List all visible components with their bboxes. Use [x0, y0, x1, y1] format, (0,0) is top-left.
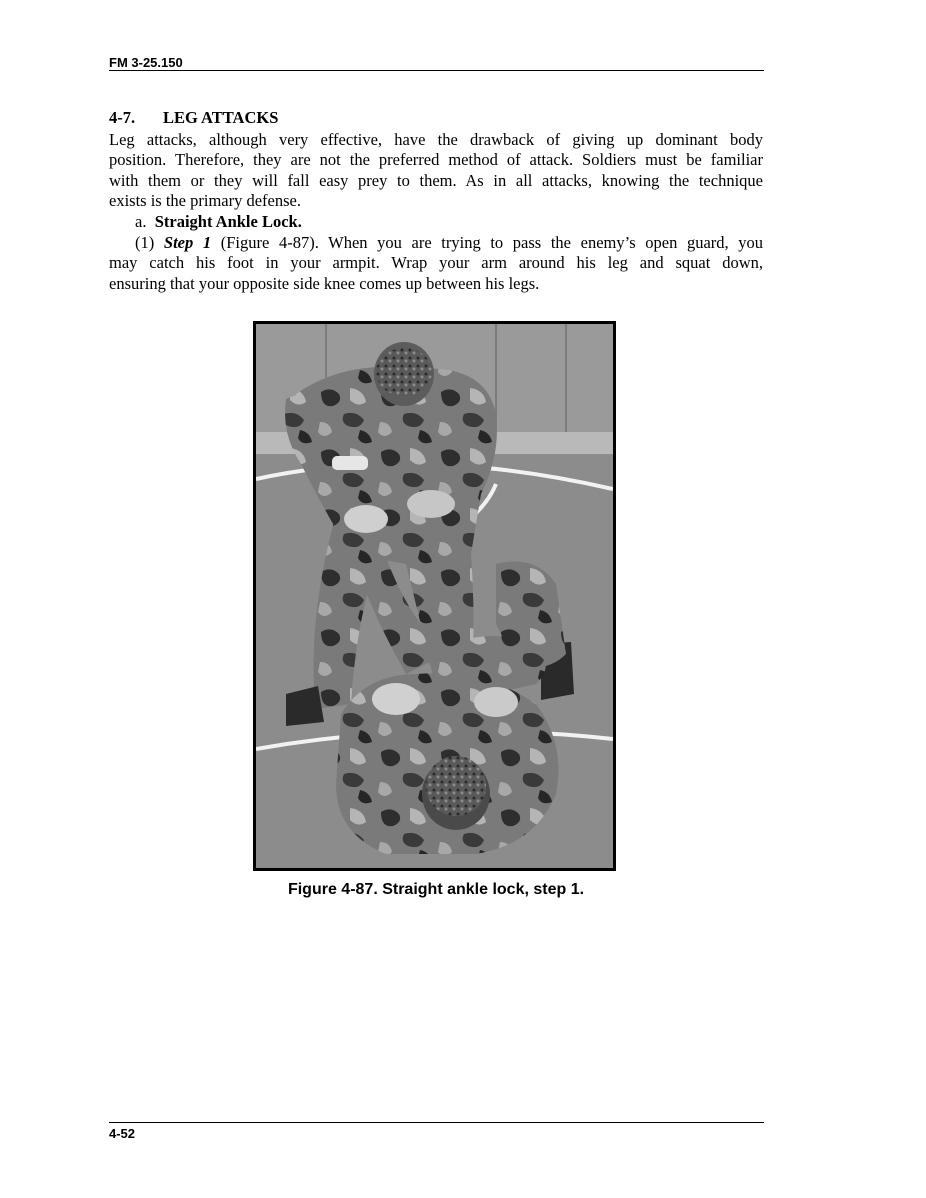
section-title: LEG ATTACKS — [163, 108, 279, 127]
step1-number: (1) — [135, 232, 155, 252]
figure-photo — [253, 321, 616, 871]
intro-line-1: Leg attacks, although very effective, have the drawback of giving up dominant body — [109, 129, 763, 149]
step1-label: Step 1 — [163, 232, 212, 252]
figure-caption: Figure 4-87. Straight ankle lock, step 1. — [287, 881, 585, 898]
intro-line-2: position. Therefore, they are not the preferred method of attack. Soldiers must be familiar — [109, 150, 763, 170]
intro-line-4: exists is the primary defense. — [109, 191, 301, 211]
section-number: 4-7. — [109, 108, 136, 127]
footer-rule — [109, 1122, 764, 1123]
step1-line1-text: (Figure 4-87). When you are trying to pass the enemy’s open guard, you — [220, 232, 764, 252]
page-number: 4-52 — [109, 1126, 136, 1141]
step1-line-1 — [109, 233, 763, 254]
running-header: FM 3-25.150 — [109, 55, 183, 70]
step1-line-3: ensuring that your opposite side knee comes up between his legs. — [109, 273, 540, 293]
section-heading — [109, 108, 763, 129]
subsection-a-label: a. — [135, 211, 147, 231]
intro-line-3: with them or they will fall easy prey to them. As in all attacks, knowing the technique — [109, 170, 763, 190]
subsection-a — [109, 212, 763, 233]
body-text — [109, 108, 763, 294]
step1-line-2: may catch his foot in your armpit. Wrap your arm around his leg and squat down, — [109, 253, 763, 273]
subsection-a-title: Straight Ankle Lock. — [154, 211, 302, 231]
header-rule — [109, 70, 764, 71]
photo-illustration — [256, 324, 613, 868]
